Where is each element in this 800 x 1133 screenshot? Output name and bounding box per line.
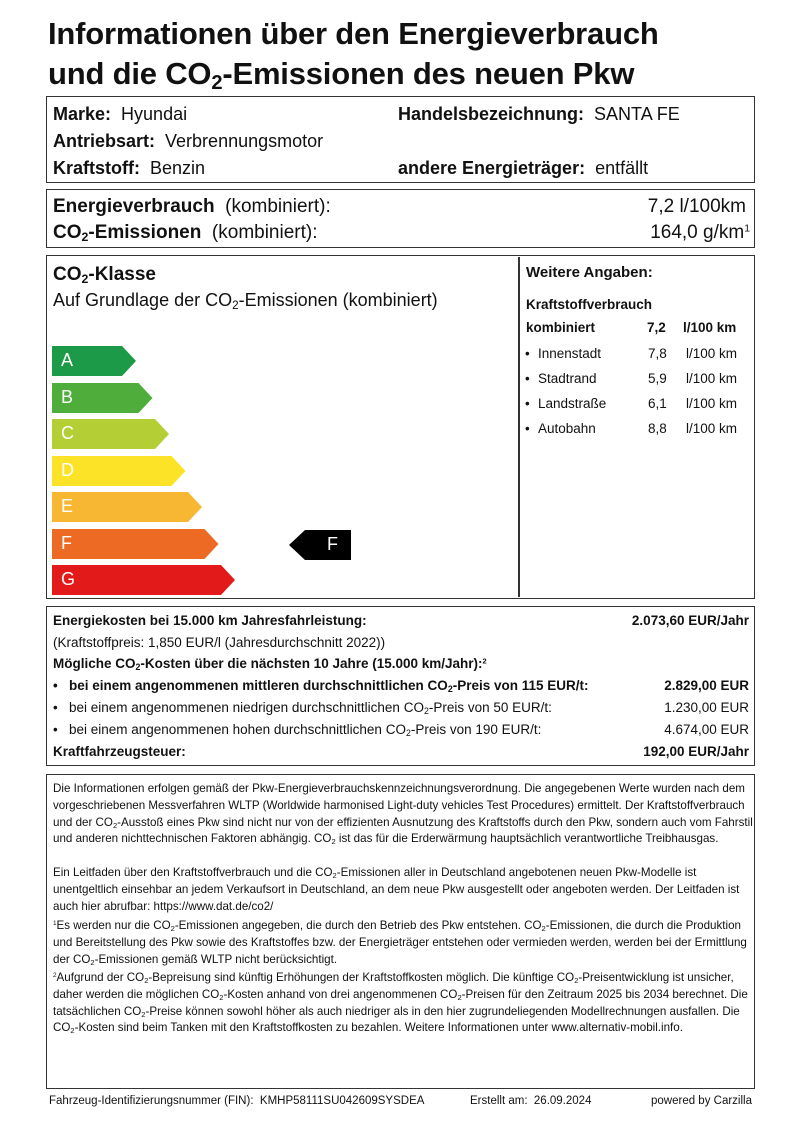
combined-unit: l/100 km — [683, 320, 737, 335]
legal-footnote-1: $^1$Es werden nur die $CO_2$-Emissionen angegeben, die durch den Betrieb des Pkw entstehen. $CO_2$-Emissionen, die durch die Produktion und Bereitstellung des Pkw sowie des Kraftstoffes bzw. der Energieträger entstehen oder vermieden werden, werden bei der Ermittlung der $CO_2$-Emissionen gemäß WLTP nicht berücksichtigt. — [53, 919, 747, 967]
energy-cost-value: 2.073,60 EUR/Jahr — [631, 613, 749, 628]
class-letter: D — [61, 459, 74, 480]
fin-info: Fahrzeug-Identifizierungsnummer (FIN): KMHP58111SU042609SYSDEA — [49, 1095, 425, 1107]
list-item-value: 6,1 — [648, 396, 667, 411]
class-bar-c — [52, 419, 169, 449]
list-bullet: • — [525, 371, 530, 386]
list-item-value: 7,8 — [648, 346, 667, 361]
legal-footnote-2: $^2$Aufgrund der $CO_2$-Bepreisung sind künftig Erhöhungen der Kraftstoffkosten möglich. Die künftige $CO_2$-Preisentwicklung ist unsicher, daher werden die möglichen $CO_2$-Kosten anhand von drei angenommenen $CO_2$-Preisen für den Zeitraum 2025 bis 2034 berechnet. Die tatsächlichen $CO_2$-Preise können sowohl höher als auch niedriger als in den hier zugrundeliegenden Modellrechnungen ausfallen. Die $CO_2$-Kosten sind beim Tanken mit den Kraftstoffkosten zu bezahlen. Weitere Informationen unter www.alternativ-mobil.info. — [53, 971, 748, 1036]
created-date: Erstellt am: 26.09.2024 — [470, 1095, 592, 1107]
class-letter: B — [61, 386, 74, 407]
list-bullet: • — [525, 346, 530, 361]
page-title — [48, 14, 659, 94]
class-arrow-shape — [52, 565, 235, 595]
list-item-label: Stadtrand — [538, 371, 597, 386]
class-letter: A — [61, 350, 74, 370]
class-bar-g — [52, 565, 235, 595]
title-line-1: Informationen über den Energieverbrauch — [48, 16, 659, 51]
title-line-2: und die $CO_2$-Emissionen des neuen Pkw — [48, 56, 635, 95]
further-heading: Weitere Angaben: — [526, 264, 653, 281]
current-class-marker — [289, 530, 351, 560]
energy-cost-label: Energiekosten bei 15.000 km Jahresfahrleistung: — [53, 613, 367, 628]
class-letter: F — [61, 532, 72, 553]
combined-value: 7,2 — [647, 320, 666, 335]
list-bullet: • — [525, 396, 530, 411]
marke-row: Marke: Hyundai — [53, 104, 188, 124]
list-item-unit: l/100 km — [686, 396, 738, 411]
list-item-unit: l/100 km — [686, 421, 738, 436]
class-bar-d — [52, 456, 186, 486]
co2-cost-mid-value: 2.829,00 EUR — [664, 678, 749, 693]
fuel-price-line: (Kraftstoffpreis: 1,850 EUR/l (Jahresdurchschnitt 2022)) — [53, 635, 386, 650]
co2-cost-low-value: 1.230,00 EUR — [664, 700, 749, 715]
co2-cost-high-value: 4.674,00 EUR — [664, 722, 749, 737]
marker-arrow-shape — [289, 530, 351, 560]
list-item-label: Landstraße — [538, 396, 607, 411]
handelsbezeichnung-row: Handelsbezeichnung: SANTA FE — [398, 104, 680, 124]
list-bullet: • — [525, 421, 530, 436]
list-item-value: 8,8 — [648, 421, 667, 436]
list-item-value: 5,9 — [648, 371, 667, 386]
class-bar-a — [52, 346, 136, 376]
co2-emissionen-value: 164,0 $g/km^1$ — [650, 222, 750, 243]
vehicle-tax-label: Kraftfahrzeugsteuer: — [53, 744, 186, 759]
antriebsart-row: Antriebsart: Verbrennungsmotor — [53, 131, 324, 151]
powered-by: powered by Carzilla — [651, 1095, 752, 1107]
class-letter: G — [61, 569, 76, 589]
co2-cost-low: • bei einem angenommenen niedrigen durchschnittlichen $CO_2$-Preis von 50 EUR/t: — [53, 700, 552, 717]
list-item-unit: l/100 km — [686, 346, 738, 361]
co2-cost-high: • bei einem angenommenen hohen durchschnittlichen $CO_2$-Preis von 190 EUR/t: — [53, 722, 542, 739]
energieverbrauch-value: 7,2 l/100km — [647, 196, 746, 217]
current-class-letter: F — [327, 534, 338, 554]
co2-cost-heading: Mögliche $CO_2$-Kosten über die nächsten 10 Jahre (15.000 km/Jahr):$^2$ — [53, 656, 487, 673]
vehicle-tax-value: 192,00 EUR/Jahr — [643, 744, 749, 759]
list-item-label: Autobahn — [538, 421, 596, 436]
andere-energietraeger-row: andere Energieträger: entfällt — [398, 158, 649, 178]
co2-emissionen-label: $CO_2$-Emissionen (kombiniert): — [53, 222, 318, 245]
energieverbrauch-label: Energieverbrauch (kombiniert): — [53, 196, 331, 217]
list-item-label: Innenstadt — [538, 346, 602, 361]
co2-class-heading: $CO_2$-Klasse — [53, 264, 156, 287]
legal-paragraph-2: Ein Leitfaden über den Kraftstoffverbrauch und die $CO_2$-Emissionen aller in Deutschland angebotenen neuen Pkw-Modelle ist unentgeltlich einsehbar an jedem Verkaufsort in Deutschland, an dem neue Pkw ausgestellt oder angeboten werden. Der Leitfaden ist auch hier abrufbar: https://www.dat.de/co2/ — [53, 866, 740, 913]
list-item-unit: l/100 km — [686, 371, 738, 386]
class-arrow-shape — [52, 529, 219, 559]
class-letter: C — [61, 423, 74, 443]
class-arrow-shape — [52, 492, 202, 522]
combined-label: kombiniert — [526, 320, 596, 335]
class-letter: E — [61, 496, 74, 516]
co2-class-subheading: Auf Grundlage der $CO_2$-Emissionen (kombiniert) — [53, 290, 438, 312]
co2-cost-mid: • bei einem angenommenen mittleren durchschnittlichen $CO_2$-Preis von 115 EUR/t: — [53, 678, 589, 695]
fuel-heading: Kraftstoffverbrauch — [526, 297, 653, 312]
legal-paragraph-1: Die Informationen erfolgen gemäß der Pkw-Energieverbrauchskennzeichnungsverordnung. Die angegebenen Werte wurden nach dem vorgeschriebenen Messverfahren WLTP (Worldwide harmonised Light-duty vehicles Test Procedures) ermittelt. Der Kraftstoffverbrauch und der $CO_2$-Ausstoß eines Pkw sind nicht nur von der effizienten Ausnutzung des Kraftstoffs durch den Pkw, sondern auch vom Fahrstil und anderen nichttechnischen Faktoren abhängig. $CO_2$ ist das für die Erderwärmung hauptsächlich verantwortliche Treibhausgas. — [53, 782, 753, 847]
class-bar-e — [52, 492, 202, 522]
class-bar-f — [52, 529, 219, 559]
kraftstoff-row: Kraftstoff: Benzin — [53, 158, 206, 178]
divider — [518, 257, 520, 597]
class-bar-b — [52, 383, 153, 413]
